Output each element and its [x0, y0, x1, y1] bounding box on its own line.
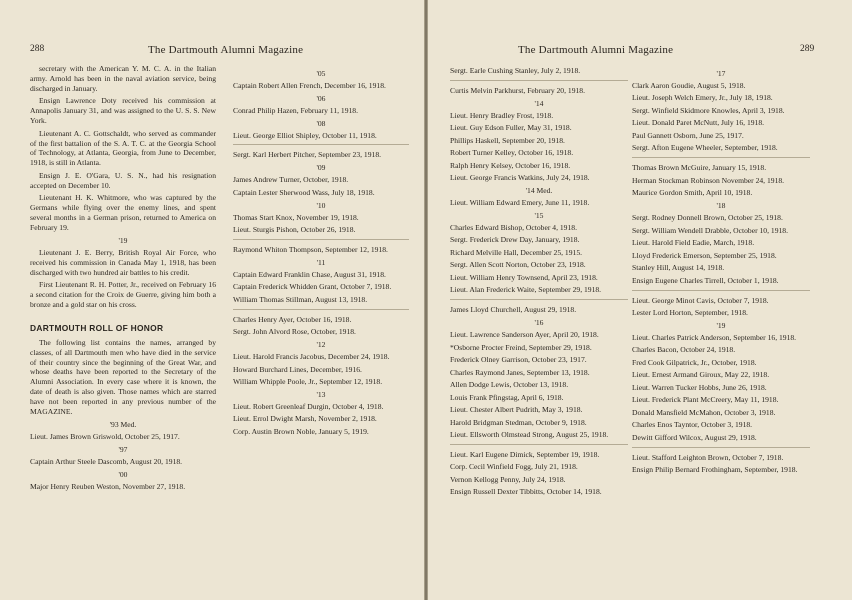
news-paragraph: secretary with the American Y. M. C. A. in the Italian army. Arnold has been in the naval aviation service, being discharged in January. [30, 64, 216, 93]
news-paragraph: Lieutenant J. E. Berry, British Royal Air Force, who received his commission in Canada May 1, 1918, has been discharged with two hundred air battles to his credit. [30, 247, 216, 277]
right-column-1 [450, 66, 628, 500]
honor-roll-entry: Stanley Hill, August 14, 1918. [632, 263, 725, 273]
honor-roll-entry: *Osborne Procter Freind, September 29, 1918. [450, 342, 592, 352]
honor-roll-entry: Corp. Austin Brown Noble, January 5, 1919. [233, 426, 369, 436]
honor-roll-entry: Harold Bridgman Stedman, October 9, 1918. [450, 417, 587, 427]
honor-roll-entry: Vernon Kellogg Penny, July 24, 1918. [450, 474, 566, 484]
honor-roll-entry: Sergt. William Wendell Drabble, October 10, 1918. [632, 225, 788, 235]
honor-roll-entry: Lieut. Donald Paret McNutt, July 16, 1918. [632, 118, 765, 128]
news-paragraph: Ensign J. E. O'Gara, U. S. N., had his resignation accepted on December 10. [30, 170, 216, 190]
class-year-heading: '19 [118, 235, 128, 245]
left-column-1 [30, 64, 216, 494]
class-year-heading: '08 [316, 118, 326, 128]
honor-roll-entry: James Lloyd Churchell, August 29, 1918. [450, 305, 577, 315]
honor-roll-entry: Lieut. George Francis Watkins, July 24, 1918. [450, 173, 590, 183]
news-paragraphs-19 [30, 248, 216, 310]
honor-roll-entry: Robert Turner Kelley, October 16, 1918. [450, 148, 574, 158]
class-year-heading: '11 [316, 257, 326, 267]
class-year-heading: '00 [118, 469, 128, 479]
honor-roll-entry: Sergt. Afton Eugene Wheeler, September, 1918. [632, 143, 778, 153]
honor-roll-entry: Sergt. Allen Scott Norton, October 23, 1918. [450, 260, 586, 270]
class-year-heading: '19 [716, 320, 726, 330]
class-year-heading: '06 [316, 93, 326, 103]
honor-roll-entry: Lieut. Harold Francis Jacobus, December 24, 1918. [233, 352, 390, 361]
honor-roll-entry: Sergt. Rodney Donnell Brown, October 25, 1918. [632, 213, 783, 223]
class-year-heading: '17 [716, 69, 726, 78]
honor-roll-entry: Thomas Start Knox, November 19, 1918. [233, 212, 359, 222]
news-paragraph: Lieutenant H. K. Whitmore, who was captured by the Germans while flying over the enemy lines, and spent several months in a German prison, returned to America on February 19. [30, 193, 216, 232]
roll-entries-col3 [450, 66, 628, 497]
class-year-heading: '13 [316, 389, 326, 399]
honor-roll-entry: Frederick Olney Garrison, October 23, 1917. [450, 355, 587, 365]
left-page [0, 0, 424, 600]
honor-roll-entry: Lieut. Charles Patrick Anderson, September 16, 1918. [632, 332, 797, 342]
section-divider [450, 299, 628, 300]
honor-roll-entry: Captain Edward Franklin Chase, August 31, 1918. [233, 269, 386, 279]
right-page-number: 289 [800, 44, 815, 54]
honor-roll-entry: Lieut. Warren Tucker Hobbs, June 26, 1918. [632, 382, 767, 392]
class-year-heading: '93 Med. [109, 419, 137, 429]
honor-roll-entry: Thomas Brown McGuire, January 15, 1918. [632, 163, 767, 173]
honor-roll-entry: Lieut. Robert Greenleaf Durgin, October 4, 1918. [233, 401, 384, 411]
honor-roll-entry: Sergt. Frederick Drew Day, January, 1918. [450, 235, 580, 245]
honor-roll-entry: Ensign Philip Bernard Frothingham, September, 1918. [632, 465, 798, 475]
honor-roll-entry: Captain Frederick Whidden Grant, October 7, 1918. [233, 282, 392, 292]
honor-roll-entry: Lloyd Frederick Emerson, September 25, 1918. [632, 250, 777, 260]
honor-roll-entry: Charles Raymond Janes, September 13, 1918. [450, 367, 590, 377]
honor-roll-entry: Lieut. Joseph Welch Emery, Jr., July 18, 1918. [632, 93, 773, 103]
honor-roll-entry: Lieut. Ernest Armand Giroux, May 22, 1918. [632, 370, 770, 380]
honor-roll-entry: Captain Lester Sherwood Wass, July 18, 1918. [233, 187, 375, 197]
honor-roll-entry: Clark Aaron Goudie, August 5, 1918. [632, 80, 746, 90]
right-page [428, 0, 852, 600]
honor-roll-entry: Richard Melville Hall, December 25, 1915. [450, 247, 583, 257]
news-paragraph: Lieutenant A. C. Gottschaldt, who served as commander of the first battalion of the S. A. T. C. at the Georgia School of Technology, at Atlanta, Georgia, from June to December, 1918, is still in Atlanta. [30, 128, 216, 168]
class-year-heading: '97 [118, 444, 128, 454]
honor-roll-entry: Ralph Henry Kelsey, October 16, 1918. [450, 160, 571, 170]
right-column-2 [632, 66, 810, 478]
honor-roll-entry: Howard Burchard Lines, December, 1916. [233, 364, 362, 374]
left-column-2 [233, 66, 409, 439]
honor-roll-entry: Lieut. Guy Edson Fuller, May 31, 1918. [450, 123, 572, 133]
section-divider [233, 309, 409, 310]
honor-roll-entry: Maurice Gordon Smith, April 10, 1918. [632, 188, 753, 198]
honor-roll-entry: Louis Frank Pfingstag, April 6, 1918. [450, 392, 564, 402]
class-year-heading: '15 [534, 210, 544, 220]
honor-roll-entry: Sergt. Earle Cushing Stanley, July 2, 1918. [450, 66, 581, 75]
section-divider [233, 144, 409, 145]
class-year-heading: '14 [534, 98, 544, 108]
honor-roll-entry: Captain Robert Allen French, December 16, 1918. [233, 80, 386, 90]
class-year-heading: '14 Med. [525, 186, 553, 196]
roll-entries-col2 [233, 69, 409, 437]
left-page-number: 288 [30, 44, 45, 54]
honor-roll-entry: Lieut. Ellsworth Olmstead Strong, August 25, 1918. [450, 430, 609, 440]
honor-roll-entry: Ensign Eugene Charles Tirrell, October 1, 1918. [632, 275, 779, 285]
honor-roll-entry: Fred Cook Gilpatrick, Jr., October, 1918. [632, 357, 757, 367]
section-divider [632, 157, 810, 158]
honor-roll-entry: Sergt. Karl Herbert Pitcher, September 23, 1918. [233, 150, 382, 160]
roll-of-honor-heading: DARTMOUTH ROLL OF HONOR [30, 322, 164, 333]
honor-roll-entry: Captain Arthur Steele Dascomb, August 20, 1918. [30, 456, 183, 466]
right-running-header: The Dartmouth Alumni Magazine [518, 44, 674, 56]
news-paragraph: First Lieutenant R. H. Potter, Jr., received on February 16 a second citation for the Croix de Guerre, giving him both a bronze and a gold star on his cross. [30, 280, 216, 309]
honor-roll-entry: Charles Henry Ayer, October 16, 1918. [233, 314, 352, 324]
honor-roll-entry: Lieut. James Brown Griswold, October 25, 1917. [30, 431, 180, 441]
honor-roll-entry: William Thomas Stillman, August 13, 1918. [233, 294, 368, 304]
honor-roll-entry: Donald Mansfield McMahon, October 3, 1918. [632, 407, 776, 417]
honor-roll-entry: Conrad Philip Hazen, February 11, 1918. [233, 105, 358, 115]
honor-roll-entry: Lieut. William Henry Townsend, April 23, 1918. [450, 272, 598, 282]
honor-roll-entry: Charles Bacon, October 24, 1918. [632, 345, 736, 355]
honor-roll-entry: Lieut. Karl Eugene Dimick, September 19, 1918. [450, 449, 600, 459]
honor-roll-entry: Allen Dodge Lewis, October 13, 1918. [450, 380, 569, 390]
honor-roll-entry: Phillips Haskell, September 20, 1918. [450, 135, 565, 145]
news-paragraph: Ensign Lawrence Doty received his commission at Annapolis January 31, and was assigned to the U. S. S. New York. [30, 96, 216, 126]
honor-roll-entry: Raymond Whiton Thompson, September 12, 1918. [233, 244, 388, 254]
section-divider [632, 290, 810, 291]
honor-roll-entry: Herman Stockman Robinson November 24, 1918. [632, 175, 785, 185]
honor-roll-entry: Sergt. Winfield Skidmore Knowles, April 3, 1918. [632, 105, 785, 115]
section-divider [450, 444, 628, 445]
honor-roll-entry: Lieut. Alan Frederick Waite, September 29, 1918. [450, 285, 602, 295]
left-running-header: The Dartmouth Alumni Magazine [148, 44, 304, 56]
honor-roll-entry: Paul Gannett Osborn, June 25, 1917. [632, 130, 744, 140]
class-year-heading: '12 [316, 340, 326, 350]
class-year-heading: '18 [716, 201, 726, 211]
honor-roll-entry: Lieut. Lawrence Sanderson Ayer, April 20, 1918. [450, 330, 599, 340]
honor-roll-entry: Lieut. George Minot Cavis, October 7, 1918. [632, 295, 769, 305]
honor-roll-entry: Ensign Russell Dexter Tibbitts, October 14, 1918. [450, 487, 602, 497]
honor-roll-entry: Lieut. Frederick Plant McCreery, May 11, 1918. [632, 395, 779, 405]
honor-roll-entry: Lieut. Errol Dwight Marsh, November 2, 1918. [233, 414, 377, 424]
honor-roll-entry: Lieut. Stafford Leighton Brown, October 7, 1918. [632, 452, 784, 462]
section-divider [233, 239, 409, 240]
honor-roll-entry: William Whipple Poole, Jr., September 12, 1918. [233, 377, 383, 386]
class-year-heading: '05 [316, 69, 326, 78]
section-divider [632, 447, 810, 448]
honor-roll-entry: Lieut. Henry Bradley Frost, 1918. [450, 110, 554, 120]
roll-entries-col1 [30, 420, 216, 491]
honor-roll-entry: Lieut. Chester Albert Pudrith, May 3, 1918. [450, 405, 583, 415]
section-divider [450, 80, 628, 81]
honor-roll-entry: Lester Lord Horton, September, 1918. [632, 308, 748, 318]
class-year-heading: '16 [534, 318, 544, 328]
honor-roll-entry: Corp. Cecil Winfield Fogg, July 21, 1918. [450, 462, 578, 472]
honor-roll-entry: Sergt. John Alvord Rose, October, 1918. [233, 327, 356, 337]
roll-of-honor-intro: The following list contains the names, arranged by classes, of all Dartmouth men who have died in the service of their country since the beginning of the Great War, and whose deaths have been reported to the Secretary of the Alumni Association. In every case where it is known, the date of death is also given. Those names which are starred have not been reported in any previous number of the MAGAZINE. [30, 337, 216, 417]
honor-roll-entry: Lieut. William Edward Emery, June 11, 1918. [450, 198, 590, 208]
honor-roll-entry: Curtis Melvin Parkhurst, February 20, 1918. [450, 85, 585, 95]
honor-roll-entry: Lieut. Sturgis Pishon, October 26, 1918. [233, 225, 356, 235]
class-year-heading: '09 [316, 163, 326, 173]
honor-roll-entry: James Andrew Turner, October, 1918. [233, 175, 349, 185]
honor-roll-entry: Dewitt Gifford Wilcox, August 29, 1918. [632, 432, 757, 442]
news-paragraphs [30, 64, 216, 233]
honor-roll-entry: Charles Enos Tayntor, October 3, 1918. [632, 420, 753, 430]
class-year-heading: '10 [316, 200, 326, 210]
honor-roll-entry: Lieut. Harold Field Eadie, March, 1918. [632, 238, 755, 248]
honor-roll-entry: Charles Edward Bishop, October 4, 1918. [450, 222, 577, 232]
honor-roll-entry: Lieut. George Elliot Shipley, October 11, 1918. [233, 130, 377, 140]
roll-entries-col4 [632, 69, 810, 475]
honor-roll-entry: Major Henry Reuben Weston, November 27, 1918. [30, 481, 186, 491]
